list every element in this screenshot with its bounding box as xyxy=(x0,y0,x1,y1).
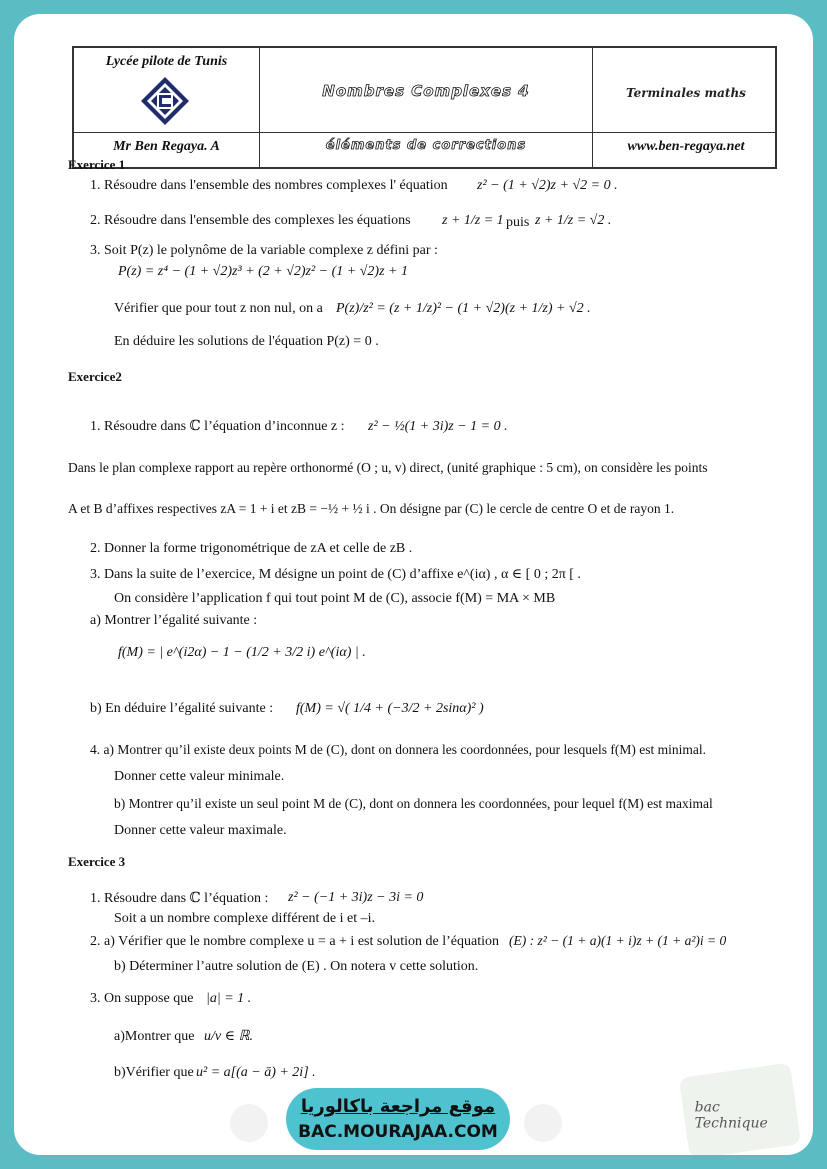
ex1-q3: 3. Soit P(z) le polynôme de la variable complexe z défini par : xyxy=(90,243,438,258)
ex1-q3-verif: Vérifier que pour tout z non nul, on a xyxy=(114,301,323,316)
ex2-q4b: b) Montrer qu’il existe un seul point M de (C), dont on donnera les coordonnées, pour lequel f(M) est maximal xyxy=(114,796,713,811)
ex1-q2: 2. Résoudre dans l'ensemble des complexes les équations xyxy=(90,213,411,228)
left-stamp-icon xyxy=(230,1104,268,1142)
ex2-q4a: 4. a) Montrer qu’il existe deux points M de (C), dont on donnera les coordonnées, pour lesquels f(M) est minimal. xyxy=(90,742,706,757)
ex1-q1-eq: z² − (1 + √2)z + √2 = 0 . xyxy=(477,178,618,193)
ex3-q3: 3. On suppose que xyxy=(90,991,194,1006)
ex2-qa: a) Montrer l’égalité suivante : xyxy=(90,613,258,628)
ex3-q1-soit: Soit a un nombre complexe différent de i et –i. xyxy=(114,911,376,926)
level-label: Terminales maths xyxy=(626,86,746,100)
site-banner[interactable] xyxy=(286,1088,510,1150)
ex3-q2a: 2. a) Vérifier que le nombre complexe u = a + i est solution de l’équation xyxy=(90,934,499,949)
ex1-q3-deduire: En déduire les solutions de l'équation P(z) = 0 . xyxy=(114,334,379,349)
ex2-q1: 1. Résoudre dans ℂ l’équation d’inconnue z : xyxy=(90,419,345,434)
ex3-q3-eq: |a| = 1 . xyxy=(206,991,252,1006)
ex3-title: Exercice 3 xyxy=(68,854,126,869)
ex1-q3-poly: P(z) = z⁴ − (1 + √2)z³ + (2 + √2)z² − (1 + √2)z + 1 xyxy=(118,264,408,279)
doc-title: Nombres Complexes 4 xyxy=(322,82,530,100)
bac-technique-stamp: bac Technique xyxy=(679,1063,801,1155)
school-name: Lycée pilote de Tunis xyxy=(105,54,228,69)
ex2-title: Exercice2 xyxy=(68,369,122,384)
banner-arabic: موقع مراجعة باكالوريا xyxy=(300,1096,496,1117)
ex1-q2-puis: puis xyxy=(506,215,530,230)
teacher-name: Mr Ben Regaya. A xyxy=(113,139,220,154)
ex2-q2: 2. Donner la forme trigonométrique de zA et celle de zB . xyxy=(90,541,413,556)
ex1-q2-eq2: z + 1/z = √2 . xyxy=(535,213,612,228)
page xyxy=(14,14,813,1155)
ex2-qb: b) En déduire l’égalité suivante : xyxy=(90,701,274,716)
ex3-q2a-eq: (E) : z² − (1 + a)(1 + i)z + (1 + a²)i = 0 xyxy=(509,933,727,948)
ex3-q3a: a)Montrer que xyxy=(114,1029,195,1044)
banner-site: BAC.MOURAJAA.COM xyxy=(298,1122,498,1142)
ex2-qa-eq: f(M) = | e^(i2α) − 1 − (1/2 + 3/2 i) e^(iα) | . xyxy=(118,645,366,660)
ex1-q1: 1. Résoudre dans l'ensemble des nombres complexes l' équation xyxy=(90,178,448,193)
website-link[interactable]: www.ben-regaya.net xyxy=(627,139,745,154)
ex2-plan: Dans le plan complexe rapport au repère orthonormé (O ; u, v) direct, (unité graphique : 5 cm), on considère les points xyxy=(68,460,708,475)
ex2-q3-app: On considère l’application f qui tout point M de (C), associe f(M) = MA × MB xyxy=(114,591,556,606)
ex1-q3-verif-eq: P(z)/z² = (z + 1/z)² − (1 + √2)(z + 1/z) + √2 . xyxy=(336,301,591,316)
ex1-q2-eq1: z + 1/z = 1 xyxy=(442,213,504,228)
header-table xyxy=(72,46,777,169)
ex2-qb-eq: f(M) = √( 1/4 + (−3/2 + 2sinα)² ) xyxy=(296,701,484,716)
ex2-q4a2: Donner cette valeur minimale. xyxy=(114,769,285,784)
ex2-q4b2: Donner cette valeur maximale. xyxy=(114,823,287,838)
ex3-q1: 1. Résoudre dans ℂ l’équation : xyxy=(90,891,269,906)
ex3-q3a-eq: u/v ∈ ℝ. xyxy=(204,1029,254,1044)
doc-subtitle: éléments de corrections xyxy=(325,138,527,153)
school-logo xyxy=(140,76,190,126)
ex3-q3b-eq: u² = a[(a − ā) + 2i] . xyxy=(196,1065,316,1080)
right-stamp-icon xyxy=(524,1104,562,1142)
ex3-q3b: b)Vérifier que xyxy=(114,1065,194,1080)
ex2-q1-eq: z² − ½(1 + 3i)z − 1 = 0 . xyxy=(368,419,508,434)
ex2-points: A et B d’affixes respectives zA = 1 + i et zB = −½ + ½ i . On désigne par (C) le cercle de centre O et de rayon 1. xyxy=(68,501,675,516)
ex3-q2b: b) Déterminer l’autre solution de (E) . On notera v cette solution. xyxy=(114,959,479,974)
ex1-title: Exercice 1 xyxy=(68,157,126,172)
ex2-q3: 3. Dans la suite de l’exercice, M désigne un point de (C) d’affixe e^(iα) , α ∈ [ 0 ; 2π [ . xyxy=(90,567,581,582)
ex3-q1-eq: z² − (−1 + 3i)z − 3i = 0 xyxy=(288,890,424,905)
